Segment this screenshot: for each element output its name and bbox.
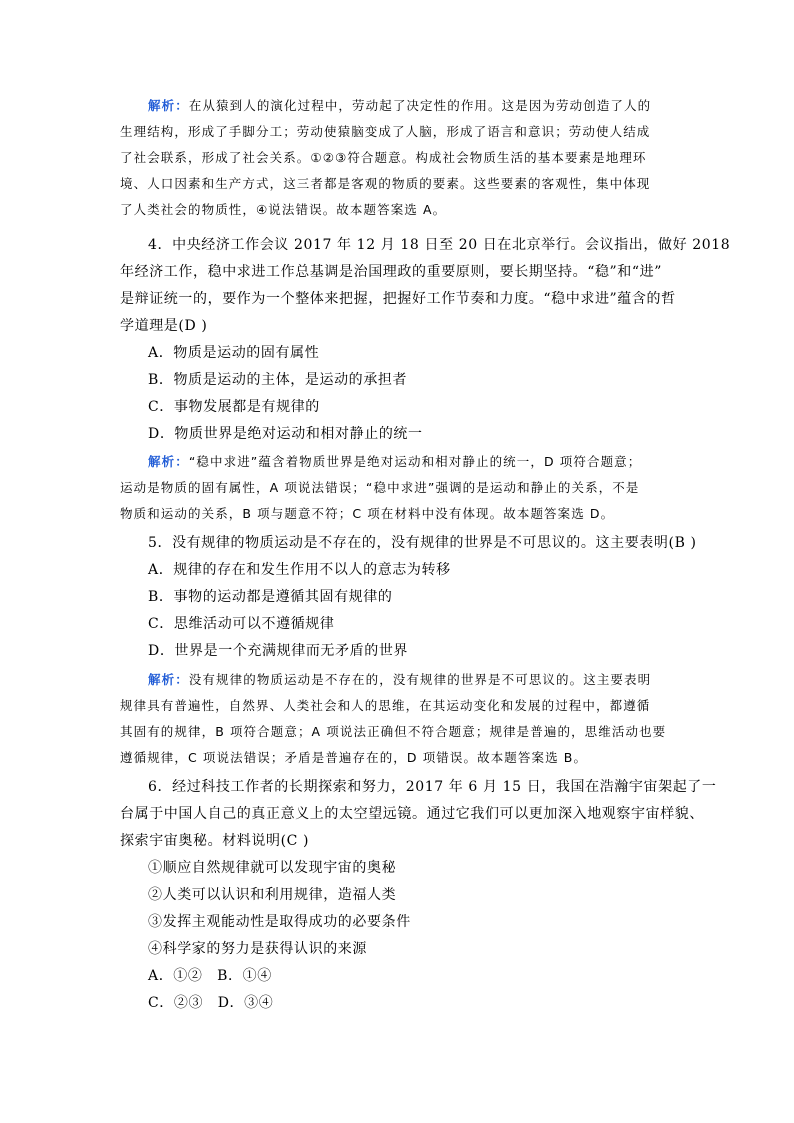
statement-3: ③发挥主观能动性是取得成功的必要条件 bbox=[148, 914, 411, 930]
analysis-line: 了社会联系，形成了社会关系。①②③符合题意。构成社会物质生活的基本要素是地理环 bbox=[120, 150, 647, 165]
question-stem-line: 是辩证统一的，要作为一个整体来把握，把握好工作节奏和力度。“稳中求进”蕴含的哲 bbox=[120, 291, 676, 307]
question-stem-line: 5．没有规律的物质运动是不存在的，没有规律的世界是不可思议的。这主要表明(B ) bbox=[148, 535, 697, 551]
question-stem-line: 6．经过科技工作者的长期探索和努力，2017 年 6 月 15 日，我国在浩瀚宇宙架起了一 bbox=[148, 779, 717, 795]
analysis-line: 了人类社会的物质性，④说法错误。故本题答案选 A。 bbox=[120, 202, 447, 217]
question-stem-line: 4．中央经济工作会议 2017 年 12 月 18 日至 20 日在北京举行。会议指出，做好 2018 bbox=[148, 237, 731, 253]
analysis-line: 解析：“稳中求进”蕴含着物质世界是绝对运动和相对静止的统一，D 项符合题意； bbox=[148, 454, 642, 469]
option-c: C．思维活动可以不遵循规律 bbox=[148, 616, 335, 632]
statement-4: ④科学家的努力是获得认识的来源 bbox=[148, 941, 367, 957]
option-a: A．物质是运动的固有属性 bbox=[148, 345, 320, 361]
analysis-line: 其固有的规律，B 项符合题意；A 项说法正确但不符合题意；规律是普遍的，思维活动也要 bbox=[120, 724, 667, 739]
analysis-line: 运动是物质的固有属性，A 项说法错误；“稳中求进”强调的是运动和静止的关系，不是 bbox=[120, 480, 640, 495]
option-b: B．物质是运动的主体，是运动的承担者 bbox=[148, 372, 408, 388]
question-stem-line: 探索宇宙奥秘。材料说明(C ) bbox=[120, 833, 310, 849]
question-stem-line: 学道理是(D ) bbox=[120, 318, 208, 334]
option-b: B．事物的运动都是遵循其固有规律的 bbox=[148, 589, 393, 605]
analysis-label: 解析： bbox=[148, 672, 189, 687]
statement-2: ②人类可以认识和利用规律，造福人类 bbox=[148, 887, 397, 903]
choice-row-cd: C．②③ D．③④ bbox=[148, 995, 274, 1011]
question-stem-line: 年经济工作，稳中求进工作总基调是治国理政的重要原则，要长期坚持。“稳”和“进” bbox=[120, 264, 663, 280]
question-stem-line: 台属于中国人自己的真正意义上的太空望远镜。通过它我们可以更加深入地观察宇宙样貌、 bbox=[120, 806, 704, 822]
option-a: A．规律的存在和发生作用不以人的意志为转移 bbox=[148, 562, 451, 578]
statement-1: ①顺应自然规律就可以发现宇宙的奥秘 bbox=[148, 860, 397, 876]
choice-row-ab: A．①② B．①④ bbox=[148, 968, 272, 984]
analysis-line: 生理结构，形成了手脚分工；劳动使猿脑变成了人脑，形成了语言和意识；劳动使人结成 bbox=[120, 124, 651, 139]
option-c: C．事物发展都是有规律的 bbox=[148, 399, 320, 415]
analysis-line: 解析：没有规律的物质运动是不存在的，没有规律的世界是不可思议的。这主要表明 bbox=[148, 672, 652, 687]
option-d: D．世界是一个充满规律而无矛盾的世界 bbox=[148, 643, 409, 659]
analysis-label: 解析： bbox=[148, 98, 189, 113]
option-d: D．物质世界是绝对运动和相对静止的统一 bbox=[148, 426, 423, 442]
analysis-line: 规律具有普遍性，自然界、人类社会和人的思维，在其运动变化和发展的过程中，都遵循 bbox=[120, 698, 651, 713]
analysis-line: 境、人口因素和生产方式，这三者都是客观的物质的要素。这些要素的客观性，集中体现 bbox=[120, 176, 651, 191]
analysis-label: 解析： bbox=[148, 454, 189, 469]
analysis-line: 物质和运动的关系，B 项与题意不符；C 项在材料中没有体现。故本题答案选 D。 bbox=[120, 506, 615, 521]
analysis-line: 遵循规律，C 项说法错误；矛盾是普遍存在的，D 项错误。故本题答案选 B。 bbox=[120, 750, 588, 765]
analysis-line: 解析：在从猿到人的演化过程中，劳动起了决定性的作用。这是因为劳动创造了人的 bbox=[148, 98, 652, 113]
